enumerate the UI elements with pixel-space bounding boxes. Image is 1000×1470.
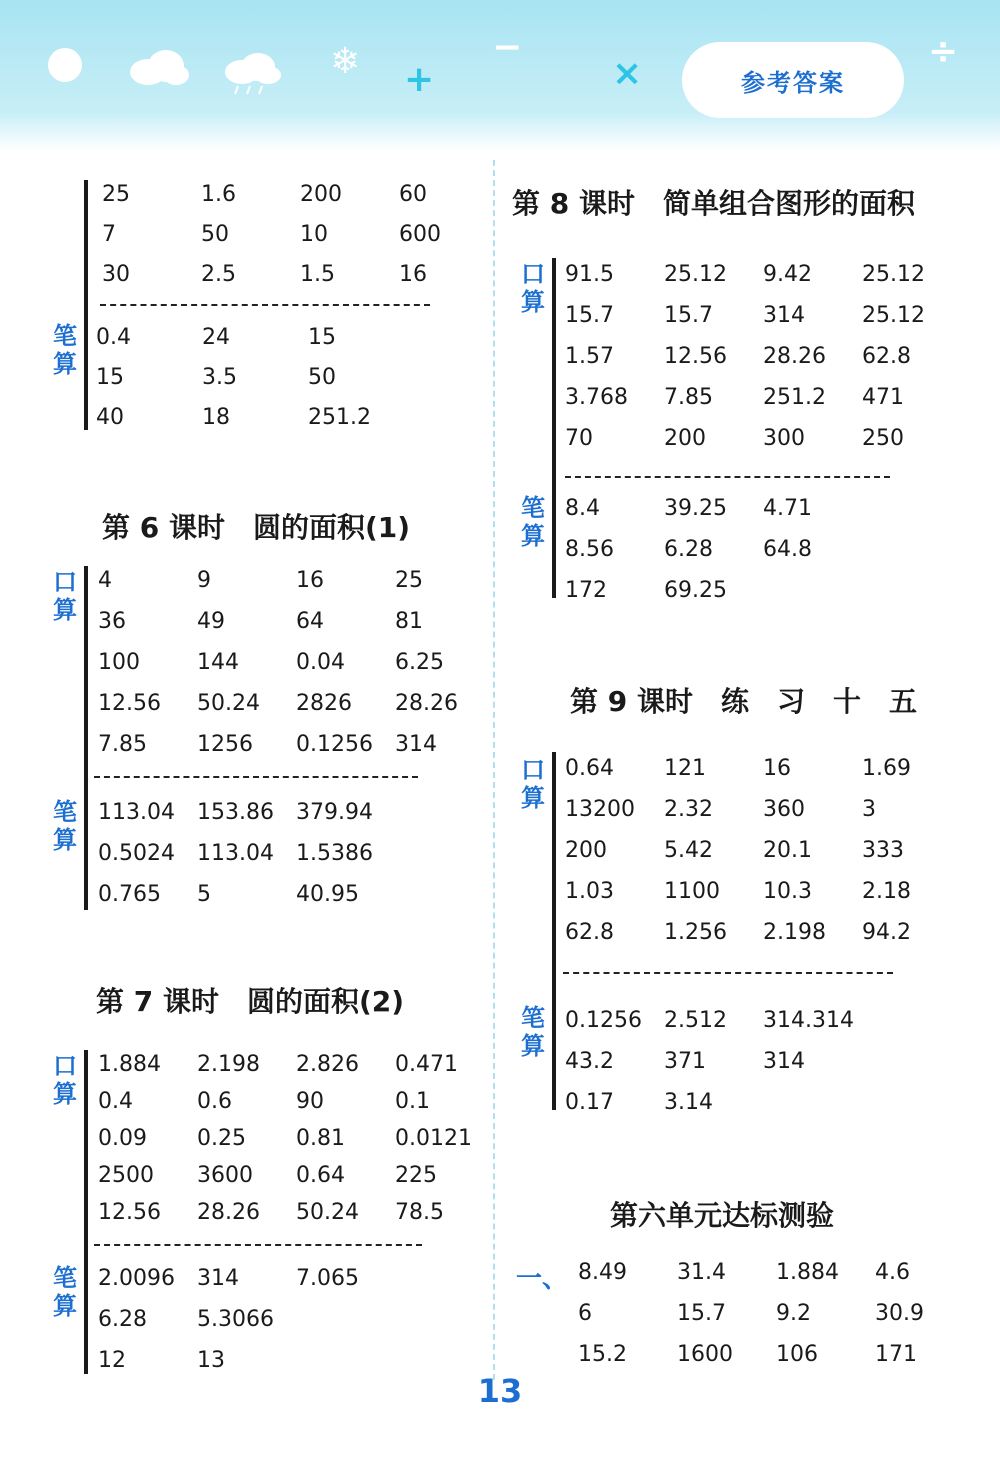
answer-row [98, 882, 395, 907]
sun-icon [48, 48, 82, 82]
answer-row [98, 800, 395, 825]
answer-value: 2.5 [201, 262, 236, 287]
answer-value: 2.18 [862, 879, 911, 904]
plus-icon: + [404, 59, 435, 100]
answer-value: 50.24 [197, 691, 260, 716]
answer-value: 251.2 [308, 405, 371, 430]
section-title: 第 7 课时 圆的面积(2) [96, 985, 405, 1018]
answer-value: 0.0121 [395, 1126, 472, 1151]
answer-value: 16 [296, 568, 324, 593]
answer-value: 70 [565, 426, 593, 451]
answer-value: 30 [102, 262, 130, 287]
answer-value: 31.4 [677, 1260, 726, 1285]
answer-value: 0.1 [395, 1089, 430, 1114]
answer-value: 0.765 [98, 882, 161, 907]
answer-value: 1.256 [664, 920, 727, 945]
section-label: 笔 算 [521, 494, 545, 550]
vertical-bar [552, 752, 556, 1110]
answer-row [98, 1307, 296, 1332]
answer-value: 200 [565, 838, 607, 863]
answer-row [565, 344, 961, 369]
page-number: 13 [477, 1372, 523, 1410]
answer-value: 0.64 [565, 756, 614, 781]
answer-row [578, 1342, 974, 1367]
answer-row [98, 1089, 494, 1114]
answer-value: 36 [98, 609, 126, 634]
answer-value: 50 [308, 365, 336, 390]
answer-row [565, 385, 961, 410]
answer-value: 12.56 [664, 344, 727, 369]
answer-value: 78.5 [395, 1200, 444, 1225]
answer-value: 314.314 [763, 1008, 854, 1033]
dashed-separator [94, 776, 418, 778]
answer-value: 113.04 [98, 800, 175, 825]
answer-value: 0.5024 [98, 841, 175, 866]
answer-row [102, 182, 498, 207]
answer-value: 4 [98, 568, 112, 593]
answer-value: 64.8 [763, 537, 812, 562]
answer-value: 69.25 [664, 578, 727, 603]
answer-value: 10 [300, 222, 328, 247]
answer-row [98, 732, 494, 757]
answer-value: 8.49 [578, 1260, 627, 1285]
section-label: 口 算 [53, 568, 77, 624]
answer-value: 2.198 [197, 1052, 260, 1077]
answer-value: 100 [98, 650, 140, 675]
answer-row [98, 1266, 395, 1291]
answer-value: 2.512 [664, 1008, 727, 1033]
answer-row [96, 405, 414, 430]
answer-value: 9 [197, 568, 211, 593]
answer-value: 2.198 [763, 920, 826, 945]
answer-row [98, 609, 494, 634]
answer-value: 10.3 [763, 879, 812, 904]
snowflake-icon: ❄ [330, 41, 361, 82]
answer-row [102, 222, 498, 247]
answer-value: 25.12 [862, 303, 925, 328]
answer-row [565, 1049, 862, 1074]
answer-row [565, 879, 961, 904]
answer-value: 379.94 [296, 800, 373, 825]
answer-value: 9.42 [763, 262, 812, 287]
answer-row [565, 1008, 862, 1033]
answer-value: 3.14 [664, 1090, 713, 1115]
answer-row [98, 568, 494, 593]
answer-row [98, 650, 494, 675]
answer-value: 2.0096 [98, 1266, 175, 1291]
answer-value: 0.1256 [296, 732, 373, 757]
answer-value: 3 [862, 797, 876, 822]
answer-row [565, 756, 961, 781]
answer-row [578, 1260, 974, 1285]
answer-value: 2500 [98, 1163, 154, 1188]
answer-value: 0.4 [98, 1089, 133, 1114]
answer-row [565, 578, 763, 603]
answer-value: 7.065 [296, 1266, 359, 1291]
answer-value: 13 [197, 1348, 225, 1373]
answer-value: 471 [862, 385, 904, 410]
section-title: 第 9 课时 练 习 十 五 [570, 685, 917, 718]
answer-value: 7.85 [98, 732, 147, 757]
answer-value: 1600 [677, 1342, 733, 1367]
answer-value: 0.6 [197, 1089, 232, 1114]
answer-row [565, 838, 961, 863]
answer-value: 25 [395, 568, 423, 593]
answer-value: 314 [763, 1049, 805, 1074]
answer-value: 25 [102, 182, 130, 207]
answer-value: 5 [197, 882, 211, 907]
answer-value: 20.1 [763, 838, 812, 863]
answer-row [98, 1200, 494, 1225]
answer-value: 5.3066 [197, 1307, 274, 1332]
answer-value: 81 [395, 609, 423, 634]
answer-value: 225 [395, 1163, 437, 1188]
answer-value: 43.2 [565, 1049, 614, 1074]
minus-icon: − [492, 27, 523, 68]
answer-row [565, 426, 961, 451]
answer-value: 6.28 [664, 537, 713, 562]
answer-value: 5.42 [664, 838, 713, 863]
answer-value: 24 [202, 325, 230, 350]
answer-row [98, 1126, 494, 1151]
answer-value: 4.71 [763, 496, 812, 521]
answer-value: 25.12 [862, 262, 925, 287]
section-label: 笔 算 [53, 1264, 77, 1320]
answer-value: 16 [763, 756, 791, 781]
answer-value: 1.884 [98, 1052, 161, 1077]
page-header [0, 0, 1000, 150]
answer-value: 28.26 [763, 344, 826, 369]
answer-value: 314 [395, 732, 437, 757]
section-label: 口 算 [53, 1052, 77, 1108]
answer-value: 7 [102, 222, 116, 247]
answer-value: 144 [197, 650, 239, 675]
answer-row [96, 325, 414, 350]
question-number: 一、 [516, 1264, 569, 1294]
answer-value: 40.95 [296, 882, 359, 907]
section-title: 第 8 课时 简单组合图形的面积 [512, 187, 915, 220]
answer-value: 40 [96, 405, 124, 430]
vertical-bar [84, 566, 88, 910]
answer-value: 0.81 [296, 1126, 345, 1151]
answer-value: 94.2 [862, 920, 911, 945]
answer-value: 9.2 [776, 1301, 811, 1326]
cloud-icon [128, 48, 190, 86]
answer-row [98, 691, 494, 716]
answer-value: 15.7 [664, 303, 713, 328]
answer-row [565, 920, 961, 945]
answer-value: 15.7 [677, 1301, 726, 1326]
answer-value: 4.6 [875, 1260, 910, 1285]
answer-value: 15 [96, 365, 124, 390]
answer-value: 2.32 [664, 797, 713, 822]
answer-value: 12.56 [98, 691, 161, 716]
answer-value: 200 [664, 426, 706, 451]
answer-value: 28.26 [395, 691, 458, 716]
dashed-separator [563, 972, 893, 974]
answer-value: 1.5386 [296, 841, 373, 866]
column-divider [493, 160, 495, 1380]
answer-value: 12.56 [98, 1200, 161, 1225]
answer-value: 15.7 [565, 303, 614, 328]
answer-row [98, 1163, 494, 1188]
answer-value: 25.12 [664, 262, 727, 287]
answer-value: 1.5 [300, 262, 335, 287]
answer-value: 371 [664, 1049, 706, 1074]
answer-value: 49 [197, 609, 225, 634]
divide-icon: ÷ [928, 31, 959, 72]
answer-value: 0.4 [96, 325, 131, 350]
answer-value: 15.2 [578, 1342, 627, 1367]
answer-value: 16 [399, 262, 427, 287]
answer-value: 60 [399, 182, 427, 207]
answer-value: 0.471 [395, 1052, 458, 1077]
answer-value: 1.69 [862, 756, 911, 781]
answer-value: 0.09 [98, 1126, 147, 1151]
answer-value: 2826 [296, 691, 352, 716]
answer-value: 7.85 [664, 385, 713, 410]
answer-value: 314 [763, 303, 805, 328]
section-label: 笔 算 [53, 798, 77, 854]
answer-value: 106 [776, 1342, 818, 1367]
times-icon: × [612, 53, 643, 94]
answer-value: 0.04 [296, 650, 345, 675]
answer-value: 2.826 [296, 1052, 359, 1077]
section-title: 第六单元达标测验 [610, 1199, 835, 1232]
answer-value: 30.9 [875, 1301, 924, 1326]
answer-value: 12 [98, 1348, 126, 1373]
section-label: 口 算 [521, 260, 545, 316]
answer-value: 1.884 [776, 1260, 839, 1285]
answer-value: 1256 [197, 732, 253, 757]
answer-value: 171 [875, 1342, 917, 1367]
answer-value: 50 [201, 222, 229, 247]
answer-value: 0.25 [197, 1126, 246, 1151]
answer-value: 314 [197, 1266, 239, 1291]
answer-row [98, 841, 395, 866]
section-title: 第 6 课时 圆的面积(1) [102, 511, 411, 544]
answer-value: 8.56 [565, 537, 614, 562]
answer-row [102, 262, 498, 287]
answer-value: 28.26 [197, 1200, 260, 1225]
answer-row [96, 365, 414, 390]
answer-row [578, 1301, 974, 1326]
section-label: 笔 算 [521, 1004, 545, 1060]
answer-row [565, 262, 961, 287]
answer-value: 300 [763, 426, 805, 451]
answer-value: 6.25 [395, 650, 444, 675]
answer-row [565, 1090, 763, 1115]
answer-row [565, 537, 862, 562]
answer-value: 64 [296, 609, 324, 634]
dashed-separator [94, 1244, 422, 1246]
answer-value: 1.6 [201, 182, 236, 207]
vertical-bar [84, 180, 88, 430]
answer-value: 600 [399, 222, 441, 247]
answer-row [98, 1348, 296, 1373]
answer-value: 333 [862, 838, 904, 863]
answer-value: 200 [300, 182, 342, 207]
answer-value: 172 [565, 578, 607, 603]
answer-value: 3.768 [565, 385, 628, 410]
answer-value: 153.86 [197, 800, 274, 825]
answer-value: 360 [763, 797, 805, 822]
answer-value: 13200 [565, 797, 635, 822]
answer-value: 0.17 [565, 1090, 614, 1115]
answer-row [565, 797, 961, 822]
answer-value: 0.64 [296, 1163, 345, 1188]
answer-value: 250 [862, 426, 904, 451]
answer-value: 8.4 [565, 496, 600, 521]
answer-value: 251.2 [763, 385, 826, 410]
answer-value: 6.28 [98, 1307, 147, 1332]
answer-row [565, 303, 961, 328]
answer-row [565, 496, 862, 521]
vertical-bar [84, 1050, 88, 1374]
answer-value: 50.24 [296, 1200, 359, 1225]
vertical-bar [552, 258, 556, 598]
answer-value: 62.8 [862, 344, 911, 369]
rain-cloud-icon [222, 52, 284, 96]
section-label: 笔 算 [53, 322, 77, 378]
answer-value: 113.04 [197, 841, 274, 866]
answer-value: 90 [296, 1089, 324, 1114]
answer-value: 39.25 [664, 496, 727, 521]
answer-value: 1.57 [565, 344, 614, 369]
answer-value: 1100 [664, 879, 720, 904]
answer-value: 15 [308, 325, 336, 350]
answer-key-badge: 参考答案 [682, 42, 904, 118]
section-label: 口 算 [521, 756, 545, 812]
answer-value: 91.5 [565, 262, 614, 287]
answer-value: 18 [202, 405, 230, 430]
answer-value: 3600 [197, 1163, 253, 1188]
dashed-separator [565, 476, 890, 478]
answer-value: 121 [664, 756, 706, 781]
answer-row [98, 1052, 494, 1077]
answer-value: 6 [578, 1301, 592, 1326]
dashed-separator [100, 304, 430, 306]
answer-value: 0.1256 [565, 1008, 642, 1033]
answer-value: 62.8 [565, 920, 614, 945]
answer-value: 1.03 [565, 879, 614, 904]
answer-value: 3.5 [202, 365, 237, 390]
